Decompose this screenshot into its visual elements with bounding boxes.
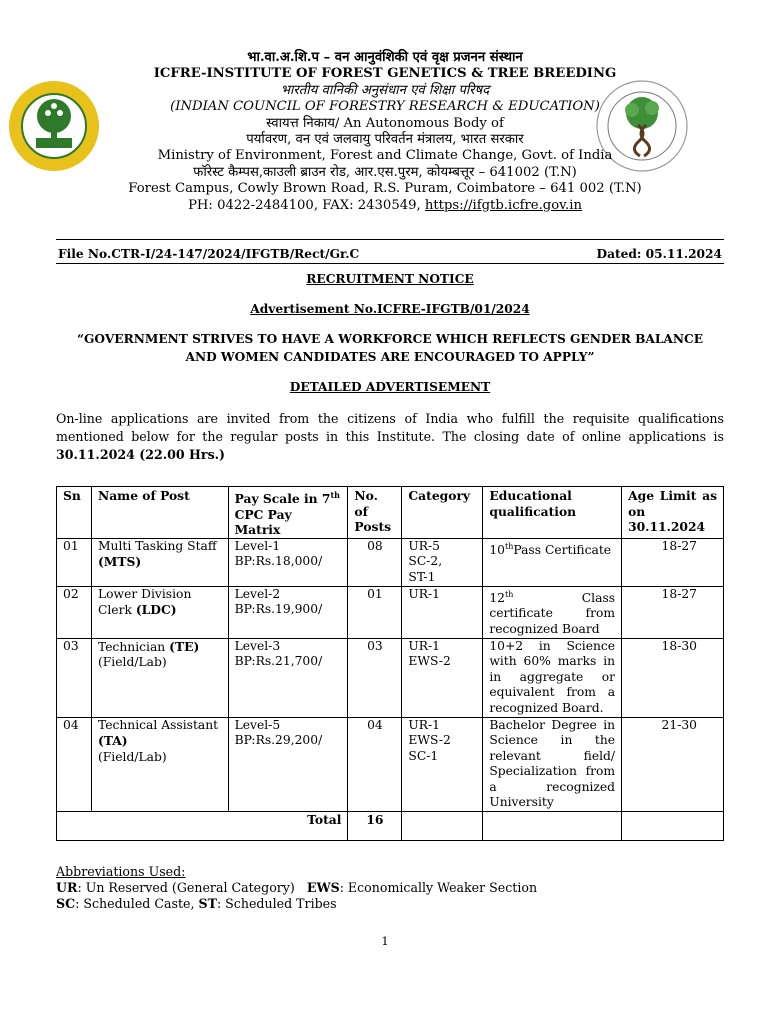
hindi-ministry: पर्यावरण, वन एवं जलवायु परिवर्तन मंत्रालय, भारत सरकार [246, 132, 524, 148]
phone-fax: PH: 0422-2484100, FAX: 2430549, [188, 197, 425, 213]
cell-pay: Level-3 BP:Rs.21,700/ [228, 638, 348, 717]
contact-line [90, 198, 680, 214]
header-name: Name of Post [91, 487, 228, 539]
table-row [57, 586, 724, 638]
cell-sn: 02 [57, 586, 92, 638]
header-category: Category [402, 487, 483, 539]
cell-age: 18-27 [622, 538, 724, 586]
table-row [57, 717, 724, 812]
dated: Dated: 05.11.2024 [596, 247, 722, 261]
closing-date: 30.11.2024 (22.00 Hrs.) [56, 447, 226, 462]
cell-qualification: Bachelor Degree in Science in the relevant field/ Specialization from a recognized University [483, 717, 622, 812]
table-header-row [57, 487, 724, 539]
cell-post-name: Technical Assistant (TA) (Field/Lab) [91, 717, 228, 812]
header-qualification: Educational qualification [483, 487, 622, 539]
gender-statement-line1: “GOVERNMENT STRIVES TO HAVE A WORKFORCE WHICH REFLECTS GENDER BALANCE [77, 332, 703, 346]
cell-sn: 01 [57, 538, 92, 586]
address: Forest Campus, Cowly Brown Road, R.S. Puram, Coimbatore – 641 002 (T.N) [128, 181, 642, 197]
posts-table [56, 486, 724, 841]
council-name: (INDIAN COUNCIL OF FORESTRY RESEARCH & EDUCATION) [170, 99, 600, 115]
cell-post-name: Multi Tasking Staff (MTS) [91, 538, 228, 586]
hindi-title: भा.वा.अ.शि.प – वन आनुवंशिकी एवं वृक्ष प्रजनन संस्थान [247, 50, 523, 65]
abbreviations-line2: SC: Scheduled Caste, ST: Scheduled Tribes [56, 895, 337, 911]
cell-posts: 08 [348, 538, 402, 586]
gender-statement-line2: AND WOMEN CANDIDATES ARE ENCOURAGED TO APPLY” [185, 350, 595, 364]
cell-pay: Level-2 BP:Rs.19,900/ [228, 586, 348, 638]
abbreviations [56, 864, 537, 911]
cell-category: UR-5 SC-2, ST-1 [402, 538, 483, 586]
header-sn: Sn [57, 487, 92, 539]
table-row [57, 538, 724, 586]
intro-text: On-line applications are invited from the citizens of India who fulfill the requisite qualifications mentioned below for the regular posts in this Institute. The closing date of online applications is [56, 411, 724, 444]
file-divider [56, 263, 724, 264]
advertisement-number: Advertisement No.ICFRE-IFGTB/01/2024 [250, 302, 530, 316]
website-link[interactable]: https://ifgtb.icfre.gov.in [424, 197, 582, 213]
cell-category: UR-1 [402, 586, 483, 638]
cell-qualification: 12th Class certificate from recognized Board [483, 586, 622, 638]
abbreviations-line1: UR: Un Reserved (General Category) EWS: Economically Weaker Section [56, 879, 538, 895]
cell-category: UR-1 EWS-2 SC-1 [402, 717, 483, 812]
letterhead [90, 50, 680, 214]
page-number: 1 [381, 934, 389, 948]
total-empty [622, 812, 724, 841]
cell-sn: 03 [57, 638, 92, 717]
notice-title: RECRUITMENT NOTICE [306, 272, 474, 286]
abbreviations-heading: Abbreviations Used: [56, 864, 186, 879]
hindi-council: भारतीय वानिकी अनुसंधान एवं शिक्षा परिषद [280, 82, 490, 98]
cell-posts: 03 [348, 638, 402, 717]
autonomous-body: स्वायत्त निकाय/ An Autonomous Body of [266, 115, 504, 131]
cell-pay: Level-1 BP:Rs.18,000/ [228, 538, 348, 586]
total-row [57, 812, 724, 841]
cell-sn: 04 [57, 717, 92, 812]
cell-pay: Level-5 BP:Rs.29,200/ [228, 717, 348, 812]
cell-qualification: 10thPass Certificate [483, 538, 622, 586]
ministry: Ministry of Environment, Forest and Climate Change, Govt. of India [157, 148, 613, 164]
cell-qualification: 10+2 in Science with 60% marks in in aggregate or equivalent from a recognized Board. [483, 638, 622, 717]
file-line [58, 247, 722, 261]
intro-paragraph [56, 410, 724, 464]
cell-posts: 04 [348, 717, 402, 812]
icfre-logo [8, 80, 100, 172]
institute-name: ICFRE-INSTITUTE OF FOREST GENETICS & TREE BREEDING [153, 66, 617, 82]
total-empty [483, 812, 622, 841]
cell-age: 18-30 [622, 638, 724, 717]
total-value: 16 [348, 812, 402, 841]
header-pay: Pay Scale in 7th CPC Pay Matrix [228, 487, 348, 539]
cell-post-name: Technician (TE) (Field/Lab) [91, 638, 228, 717]
table-row [57, 638, 724, 717]
hindi-address: फॉरेस्ट कैम्पस,काउली ब्राउन रोड, आर.एस.पुरम, कोयम्बत्तूर – 641002 (T.N) [193, 164, 577, 180]
header-posts: No. of Posts [348, 487, 402, 539]
total-empty [402, 812, 483, 841]
header-age: Age Limit as on 30.11.2024 [622, 487, 724, 539]
cell-category: UR-1 EWS-2 [402, 638, 483, 717]
total-label: Total [57, 812, 348, 841]
header-divider [56, 239, 724, 240]
cell-post-name: Lower Division Clerk (LDC) [91, 586, 228, 638]
detailed-heading: DETAILED ADVERTISEMENT [289, 380, 491, 394]
cell-age: 18-27 [622, 586, 724, 638]
cell-age: 21-30 [622, 717, 724, 812]
cell-posts: 01 [348, 586, 402, 638]
file-number: File No.CTR-I/24-147/2024/IFGTB/Rect/Gr.C [58, 247, 360, 261]
